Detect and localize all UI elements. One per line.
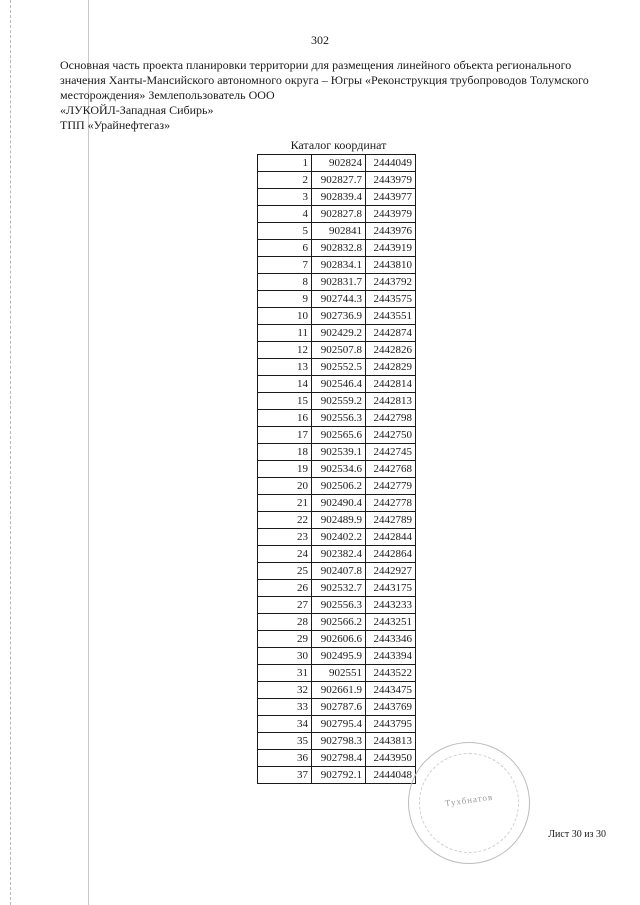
point-number-cell: 3 [258,189,312,206]
catalog-title: Каталог координат [290,138,387,152]
point-number-cell: 37 [258,767,312,784]
point-number-cell: 8 [258,274,312,291]
point-number-cell: 12 [258,342,312,359]
table-row [258,172,416,189]
y-coordinate-cell: 2443175 [366,580,416,597]
table-row [258,376,416,393]
table-row [258,308,416,325]
x-coordinate-cell: 902792.1 [312,767,366,784]
table-row [258,478,416,495]
y-coordinate-cell: 2442927 [366,563,416,580]
header-line-project: Основная часть проекта планировки территории для размещения линейного объекта регионального значения Ханты-Мансийского автономного округа – Югры «Реконструкция трубопроводов Толумского месторождения» Землепользователь ООО [60,58,589,102]
y-coordinate-cell: 2442779 [366,478,416,495]
x-coordinate-cell: 902841 [312,223,366,240]
coordinate-table [257,154,416,784]
table-row [258,342,416,359]
x-coordinate-cell: 902495.9 [312,648,366,665]
y-coordinate-cell: 2443522 [366,665,416,682]
y-coordinate-cell: 2443795 [366,716,416,733]
table-row [258,767,416,784]
y-coordinate-cell: 2442826 [366,342,416,359]
y-coordinate-cell: 2442844 [366,529,416,546]
point-number-cell: 35 [258,733,312,750]
page-number: 302 [311,33,329,47]
x-coordinate-cell: 902429.2 [312,325,366,342]
y-coordinate-cell: 2442874 [366,325,416,342]
point-number-cell: 5 [258,223,312,240]
x-coordinate-cell: 902559.2 [312,393,366,410]
point-number-cell: 4 [258,206,312,223]
y-coordinate-cell: 2443233 [366,597,416,614]
left-margin-line [88,0,89,905]
point-number-cell: 2 [258,172,312,189]
table-row [258,325,416,342]
point-number-cell: 13 [258,359,312,376]
x-coordinate-cell: 902744.3 [312,291,366,308]
x-coordinate-cell: 902827.7 [312,172,366,189]
point-number-cell: 9 [258,291,312,308]
y-coordinate-cell: 2442750 [366,427,416,444]
y-coordinate-cell: 2443979 [366,206,416,223]
point-number-cell: 10 [258,308,312,325]
table-row [258,614,416,631]
x-coordinate-cell: 902565.6 [312,427,366,444]
y-coordinate-cell: 2442789 [366,512,416,529]
table-row [258,206,416,223]
point-number-cell: 29 [258,631,312,648]
binding-margin-line [10,0,11,905]
table-row [258,461,416,478]
point-number-cell: 25 [258,563,312,580]
x-coordinate-cell: 902382.4 [312,546,366,563]
y-coordinate-cell: 2443919 [366,240,416,257]
table-row [258,529,416,546]
y-coordinate-cell: 2443346 [366,631,416,648]
x-coordinate-cell: 902546.4 [312,376,366,393]
point-number-cell: 18 [258,444,312,461]
table-row [258,563,416,580]
y-coordinate-cell: 2442745 [366,444,416,461]
x-coordinate-cell: 902402.2 [312,529,366,546]
x-coordinate-cell: 902566.2 [312,614,366,631]
x-coordinate-cell: 902798.3 [312,733,366,750]
x-coordinate-cell: 902539.1 [312,444,366,461]
y-coordinate-cell: 2442814 [366,376,416,393]
point-number-cell: 16 [258,410,312,427]
header-line-company: «ЛУКОЙЛ-Западная Сибирь» [60,103,214,117]
x-coordinate-cell: 902489.9 [312,512,366,529]
table-row [258,665,416,682]
table-row [258,274,416,291]
table-row [258,223,416,240]
x-coordinate-cell: 902834.1 [312,257,366,274]
y-coordinate-cell: 2442829 [366,359,416,376]
y-coordinate-cell: 2443977 [366,189,416,206]
table-row [258,682,416,699]
table-row [258,631,416,648]
table-row [258,597,416,614]
y-coordinate-cell: 2444048 [366,767,416,784]
y-coordinate-cell: 2443810 [366,257,416,274]
header-line-division: ТПП «Урайнефтегаз» [60,118,171,132]
x-coordinate-cell: 902661.9 [312,682,366,699]
table-row [258,733,416,750]
y-coordinate-cell: 2443551 [366,308,416,325]
point-number-cell: 20 [258,478,312,495]
y-coordinate-cell: 2442813 [366,393,416,410]
point-number-cell: 31 [258,665,312,682]
point-number-cell: 19 [258,461,312,478]
x-coordinate-cell: 902827.8 [312,206,366,223]
table-row [258,699,416,716]
x-coordinate-cell: 902824 [312,155,366,172]
x-coordinate-cell: 902490.4 [312,495,366,512]
table-row [258,546,416,563]
point-number-cell: 27 [258,597,312,614]
point-number-cell: 22 [258,512,312,529]
point-number-cell: 14 [258,376,312,393]
x-coordinate-cell: 902534.6 [312,461,366,478]
x-coordinate-cell: 902736.9 [312,308,366,325]
table-row [258,359,416,376]
point-number-cell: 32 [258,682,312,699]
y-coordinate-cell: 2443475 [366,682,416,699]
y-coordinate-cell: 2443251 [366,614,416,631]
x-coordinate-cell: 902606.6 [312,631,366,648]
table-row [258,240,416,257]
point-number-cell: 34 [258,716,312,733]
x-coordinate-cell: 902832.8 [312,240,366,257]
table-row [258,716,416,733]
point-number-cell: 11 [258,325,312,342]
point-number-cell: 33 [258,699,312,716]
seal-stamp [408,742,530,864]
y-coordinate-cell: 2443575 [366,291,416,308]
document-header [60,58,600,133]
point-number-cell: 30 [258,648,312,665]
y-coordinate-cell: 2442778 [366,495,416,512]
y-coordinate-cell: 2443950 [366,750,416,767]
y-coordinate-cell: 2443979 [366,172,416,189]
seal-signature-text: Тухбнатов [444,791,494,809]
point-number-cell: 36 [258,750,312,767]
y-coordinate-cell: 2443976 [366,223,416,240]
x-coordinate-cell: 902407.8 [312,563,366,580]
y-coordinate-cell: 2443813 [366,733,416,750]
x-coordinate-cell: 902556.3 [312,410,366,427]
x-coordinate-cell: 902552.5 [312,359,366,376]
point-number-cell: 28 [258,614,312,631]
table-row [258,580,416,597]
table-row [258,648,416,665]
point-number-cell: 6 [258,240,312,257]
y-coordinate-cell: 2442864 [366,546,416,563]
x-coordinate-cell: 902839.4 [312,189,366,206]
table-row [258,155,416,172]
x-coordinate-cell: 902551 [312,665,366,682]
x-coordinate-cell: 902798.4 [312,750,366,767]
point-number-cell: 1 [258,155,312,172]
table-row [258,291,416,308]
point-number-cell: 17 [258,427,312,444]
table-row [258,410,416,427]
x-coordinate-cell: 902532.7 [312,580,366,597]
y-coordinate-cell: 2444049 [366,155,416,172]
point-number-cell: 24 [258,546,312,563]
y-coordinate-cell: 2442798 [366,410,416,427]
table-row [258,257,416,274]
y-coordinate-cell: 2442768 [366,461,416,478]
sheet-label: Лист 30 из 30 [548,829,606,840]
table-row [258,750,416,767]
point-number-cell: 23 [258,529,312,546]
table-row [258,427,416,444]
point-number-cell: 15 [258,393,312,410]
table-row [258,495,416,512]
table-row [258,512,416,529]
table-row [258,444,416,461]
table-row [258,189,416,206]
x-coordinate-cell: 902831.7 [312,274,366,291]
x-coordinate-cell: 902506.2 [312,478,366,495]
x-coordinate-cell: 902507.8 [312,342,366,359]
y-coordinate-cell: 2443394 [366,648,416,665]
table-row [258,393,416,410]
point-number-cell: 7 [258,257,312,274]
coordinate-table-body [258,155,416,784]
point-number-cell: 21 [258,495,312,512]
x-coordinate-cell: 902795.4 [312,716,366,733]
point-number-cell: 26 [258,580,312,597]
y-coordinate-cell: 2443769 [366,699,416,716]
y-coordinate-cell: 2443792 [366,274,416,291]
x-coordinate-cell: 902787.6 [312,699,366,716]
x-coordinate-cell: 902556.3 [312,597,366,614]
